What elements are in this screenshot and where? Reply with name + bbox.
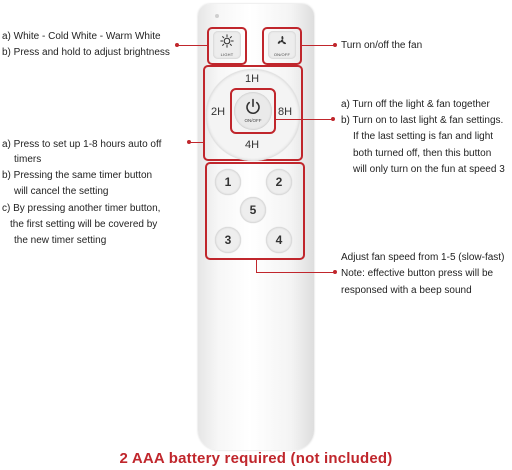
- battery-requirement-caption: 2 AAA battery required (not included): [119, 450, 393, 467]
- power-button-label: ON/OFF: [244, 118, 262, 123]
- indicator-led: [215, 14, 219, 18]
- speed-button-3[interactable]: 3: [215, 227, 241, 253]
- timer-connector-dot: [187, 140, 191, 144]
- fan-icon: [275, 34, 289, 48]
- power-connector-line: [276, 119, 332, 120]
- light-connector-dot: [175, 43, 179, 47]
- fan-button[interactable]: [268, 31, 296, 59]
- light-note-a: a) White - Cold White - Warm White: [2, 31, 161, 42]
- fan-connector-dot: [333, 43, 337, 47]
- timer-connector-line: [190, 142, 203, 143]
- timer-note-c-cont1: the first setting will be covered by: [10, 219, 158, 230]
- speed-note-1: Adjust fan speed from 1-5 (slow-fast): [341, 252, 505, 263]
- speed-connector-horizontal: [256, 272, 334, 273]
- light-button[interactable]: [213, 31, 241, 59]
- fan-button-label: ON/OFF: [273, 52, 291, 57]
- timer-2h-button[interactable]: 2H: [211, 106, 226, 118]
- fan-connector-line: [302, 45, 334, 46]
- timer-note-b-cont: will cancel the setting: [14, 186, 109, 197]
- timer-1h-button[interactable]: 1H: [245, 73, 260, 85]
- fan-note: Turn on/off the fan: [341, 40, 423, 51]
- timer-8h-button[interactable]: 8H: [278, 106, 293, 118]
- power-note-a: a) Turn off the light & fan together: [341, 99, 490, 110]
- power-note-b-cont1: If the last setting is fan and light: [353, 131, 494, 142]
- timer-note-c: c) By pressing another timer button,: [2, 203, 161, 214]
- speed-note-2: Note: effective button press will be: [341, 268, 494, 279]
- power-note-b-cont2: both turned off, then this button: [353, 148, 492, 159]
- timer-note-a: a) Press to set up 1-8 hours auto off: [2, 139, 162, 150]
- speed-note-3: responsed with a beep sound: [341, 285, 472, 296]
- power-button[interactable]: [234, 92, 272, 130]
- speed-button-1[interactable]: 1: [215, 169, 241, 195]
- power-icon: [244, 98, 262, 116]
- speed-button-5[interactable]: 5: [240, 197, 266, 223]
- power-note-b-cont3: will only turn on the fun at speed 3: [353, 164, 505, 175]
- power-note-b: b) Turn on to last light & fan settings.: [341, 115, 504, 126]
- light-button-label: LIGHT: [220, 52, 234, 57]
- timer-4h-button[interactable]: 4H: [245, 139, 260, 151]
- sun-icon: [220, 34, 234, 48]
- light-connector-line: [178, 45, 207, 46]
- speed-button-2[interactable]: 2: [266, 169, 292, 195]
- speed-connector-dot: [333, 270, 337, 274]
- light-note-b: b) Press and hold to adjust brightness: [2, 47, 170, 58]
- speed-button-4[interactable]: 4: [266, 227, 292, 253]
- timer-note-c-cont2: the new timer setting: [14, 235, 107, 246]
- power-connector-dot: [331, 117, 335, 121]
- timer-note-b: b) Pressing the same timer button: [2, 170, 153, 181]
- timer-note-a-cont: timers: [14, 154, 42, 165]
